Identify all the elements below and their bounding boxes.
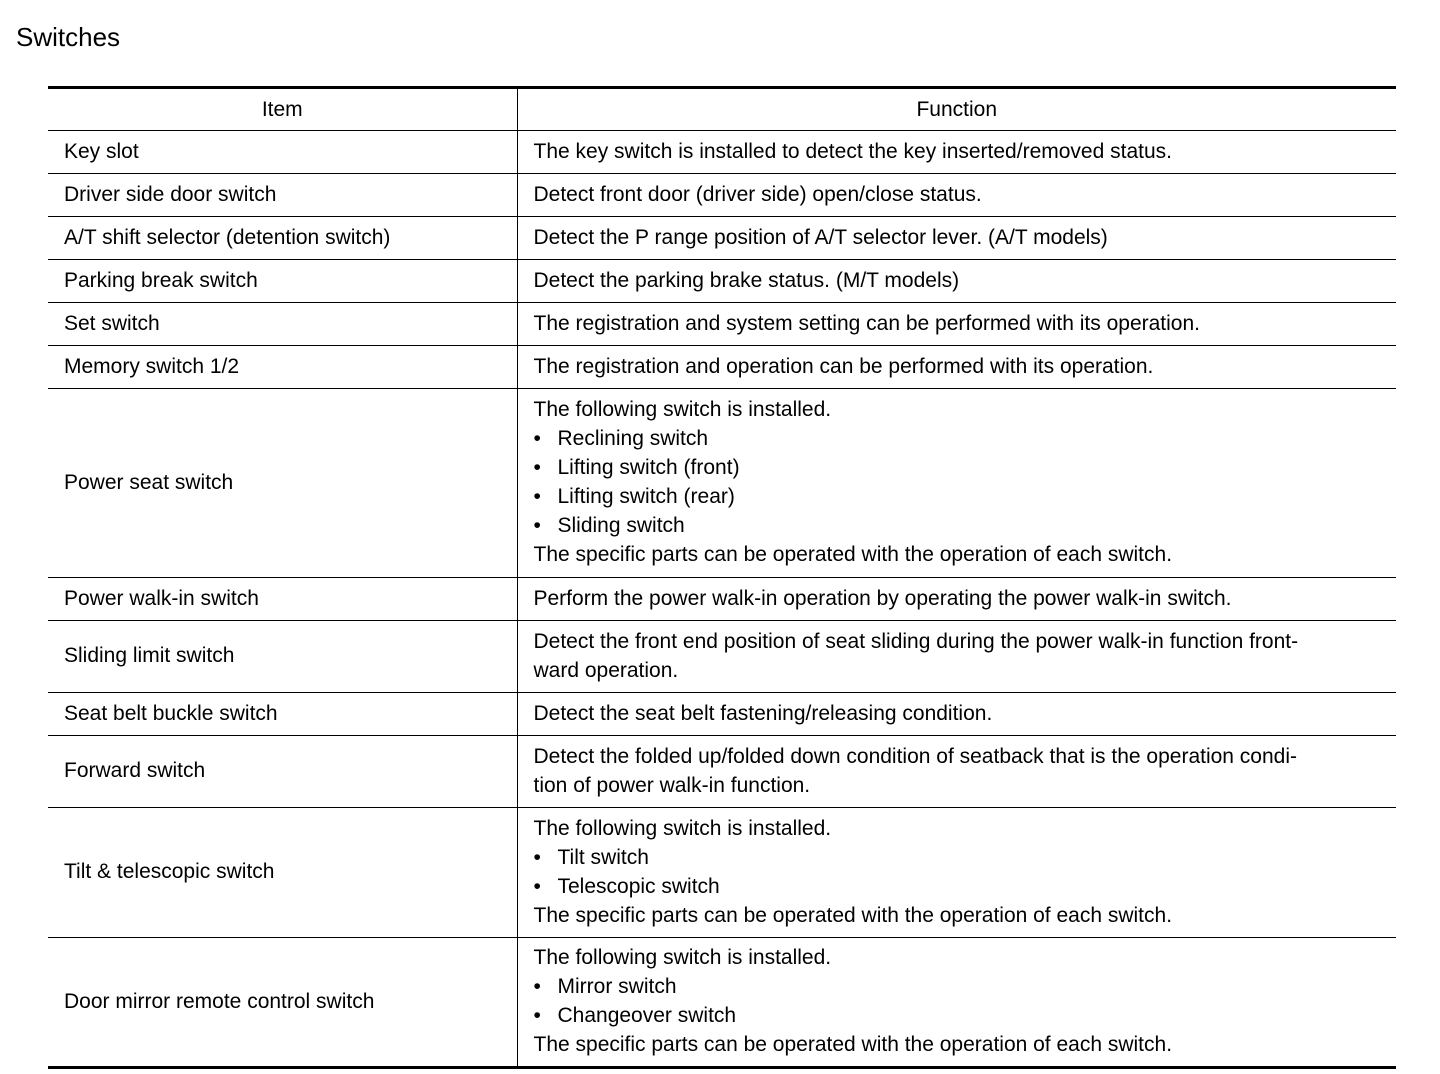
table-row (48, 303, 1396, 346)
list-item (534, 511, 1389, 540)
bullet-icon: • (533, 514, 541, 537)
function-text: The registration and operation can be performed with its operation. (533, 354, 1154, 378)
function-cell (517, 303, 1396, 346)
bullet-icon: • (533, 456, 541, 479)
table-row (48, 578, 1396, 621)
table-row (48, 389, 1396, 578)
bullet-icon: • (533, 975, 541, 998)
function-cell (517, 621, 1396, 693)
table-row (48, 621, 1396, 693)
list-item-text: Changeover switch (557, 1004, 737, 1027)
header-item: Item (48, 88, 517, 131)
list-item-text: Tilt switch (557, 845, 649, 869)
item-cell: Power walk-in switch (48, 578, 517, 621)
item-cell: Tilt & telescopic switch (48, 808, 517, 938)
item-cell: Forward switch (48, 736, 517, 808)
function-text: Perform the power walk-in operation by operating the power walk-in switch. (533, 586, 1232, 610)
table-row (48, 808, 1396, 938)
function-cell (517, 578, 1396, 621)
function-cell (517, 389, 1396, 578)
list-item-text: Reclining switch (557, 427, 709, 450)
function-cell (517, 217, 1396, 260)
function-cell (517, 131, 1396, 174)
list-item (534, 872, 1389, 901)
function-text: Detect the folded up/folded down condition of seatback that is the operation condi- (533, 744, 1298, 768)
table-row (48, 736, 1396, 808)
function-text: The key switch is installed to detect the key inserted/removed status. (533, 139, 1172, 163)
list-item (534, 972, 1389, 1001)
item-cell: Memory switch 1/2 (48, 346, 517, 389)
function-cell (517, 260, 1396, 303)
header-function: Function (517, 88, 1396, 131)
function-note: The specific parts can be operated with the operation of each switch. (533, 543, 1173, 566)
bullet-icon: • (533, 874, 541, 898)
function-cell (517, 938, 1396, 1068)
bullet-icon: • (533, 485, 541, 508)
bullet-icon: • (533, 845, 541, 869)
function-text: Detect the parking brake status. (M/T models) (533, 268, 960, 292)
table-row (48, 938, 1396, 1068)
function-text: Detect the seat belt fastening/releasing condition. (533, 701, 993, 725)
bullet-icon: • (533, 427, 541, 450)
function-text: The following switch is installed. (533, 816, 832, 840)
item-cell: A/T shift selector (detention switch) (48, 217, 517, 260)
item-cell: Power seat switch (48, 389, 517, 578)
function-text: tion of power walk-in function. (533, 773, 811, 797)
function-text: Detect the P range position of A/T selector lever. (A/T models) (533, 225, 1108, 249)
list-item (534, 482, 1389, 511)
list-item (534, 1001, 1389, 1030)
function-cell (517, 346, 1396, 389)
page-title: Switches (16, 22, 121, 52)
function-cell (517, 808, 1396, 938)
list-item-text: Lifting switch (rear) (557, 485, 735, 508)
item-cell: Door mirror remote control switch (48, 938, 517, 1068)
list-item-text: Telescopic switch (557, 874, 720, 898)
bullet-list (534, 972, 1389, 1030)
table-row (48, 174, 1396, 217)
function-text: The following switch is installed. (533, 946, 832, 969)
function-cell (517, 693, 1396, 736)
list-item-text: Lifting switch (front) (557, 456, 740, 479)
function-note: The specific parts can be operated with the operation of each switch. (533, 1033, 1173, 1056)
list-item (534, 453, 1389, 482)
list-item (534, 424, 1389, 453)
function-cell (517, 174, 1396, 217)
function-text: Detect the front end position of seat sliding during the power walk-in function front- (533, 629, 1299, 653)
item-cell: Driver side door switch (48, 174, 517, 217)
function-cell (517, 736, 1396, 808)
bullet-icon: • (533, 1004, 541, 1027)
table-row (48, 131, 1396, 174)
table-row (48, 260, 1396, 303)
table-header-row (48, 88, 1396, 131)
function-text: ward operation. (533, 658, 679, 682)
item-cell: Sliding limit switch (48, 621, 517, 693)
item-cell: Set switch (48, 303, 517, 346)
table-body (48, 131, 1396, 1068)
function-text: Detect front door (driver side) open/close status. (533, 182, 982, 206)
switch-table (48, 86, 1396, 1069)
list-item-text: Mirror switch (557, 975, 677, 998)
item-cell: Parking break switch (48, 260, 517, 303)
item-cell: Key slot (48, 131, 517, 174)
bullet-list (534, 843, 1389, 901)
function-text: The following switch is installed. (533, 398, 832, 421)
list-item-text: Sliding switch (557, 514, 685, 537)
table-row (48, 217, 1396, 260)
function-note: The specific parts can be operated with the operation of each switch. (533, 903, 1173, 927)
bullet-list (534, 424, 1389, 540)
table-row (48, 693, 1396, 736)
table-row (48, 346, 1396, 389)
function-text: The registration and system setting can be performed with its operation. (533, 311, 1201, 335)
list-item (534, 843, 1389, 872)
item-cell: Seat belt buckle switch (48, 693, 517, 736)
